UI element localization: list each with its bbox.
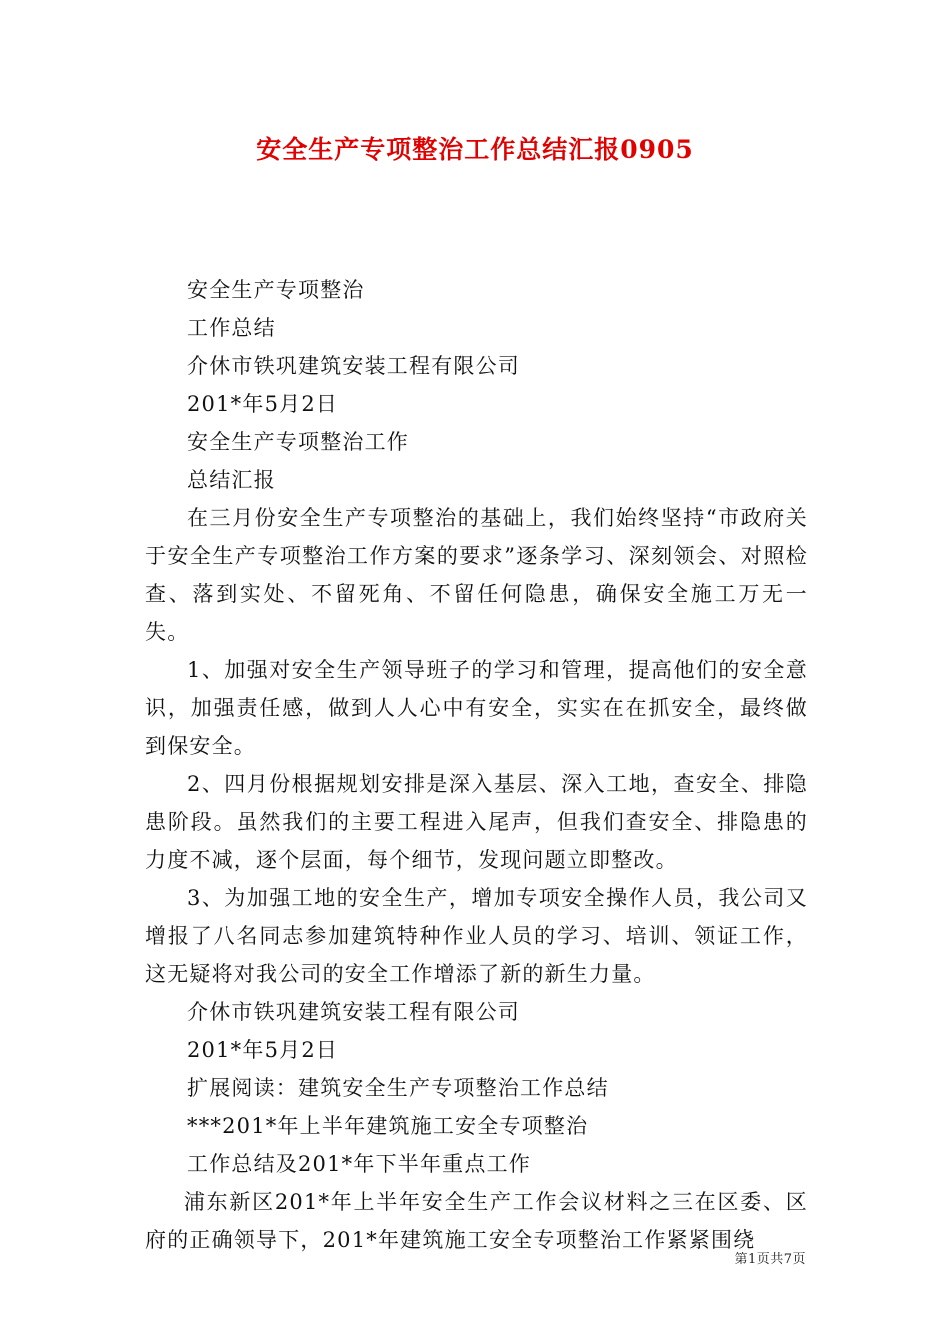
paragraph-heading-3: 安全生产专项整治工作 [187,430,409,454]
paragraph-subtitle-2: 工作总结及201*年下半年重点工作 [187,1152,531,1176]
paragraph-extended-reading: 扩展阅读：建筑安全生产专项整治工作总结 [187,1076,609,1100]
paragraph-heading-4: 总结汇报 [187,468,276,492]
paragraph-item-1: 1、加强对安全生产领导班子的学习和管理，提高他们的安全意识，加强责任感，做到人人心中有安全，实实在在抓安全，最终做到保安全。 [145,658,808,758]
paragraph-item-2: 2、四月份根据规划安排是深入基层、深入工地，查安全、排隐患阶段。虽然我们的主要工程进入尾声，但我们查安全、排隐患的力度不减，逐个层面，每个细节，发现问题立即整改。 [145,772,808,872]
paragraph-date: 201*年5月2日 [187,392,339,416]
paragraph-meeting: 浦东新区201*年上半年安全生产工作会议材料之三在区委、区府的正确领导下，201*年建筑施工安全专项整治工作紧紧围绕 [145,1190,808,1252]
paragraph-signature-company: 介休市铁巩建筑安装工程有限公司 [187,1000,520,1024]
paragraph-subtitle-1: ***201*年上半年建筑施工安全专项整治 [187,1114,589,1138]
paragraph-heading-1: 安全生产专项整治 [187,278,365,302]
paragraph-intro: 在三月份安全生产专项整治的基础上，我们始终坚持“市政府关于安全生产专项整治工作方案的要求”逐条学习、深刻领会、对照检查、落到实处、不留死角、不留任何隐患，确保安全施工万无一失。 [145,506,808,644]
paragraph-item-3: 3、为加强工地的安全生产，增加专项安全操作人员，我公司又增报了八名同志参加建筑特种作业人员的学习、培训、领证工作，这无疑将对我公司的安全工作增添了新的新生力量。 [145,886,808,986]
document-title: 安全生产专项整治工作总结汇报0905 [256,135,694,164]
page-number: 第1页共7页 [734,1252,806,1267]
paragraph-signature-date: 201*年5月2日 [187,1038,339,1062]
paragraph-heading-2: 工作总结 [187,316,276,340]
paragraph-company: 介休市铁巩建筑安装工程有限公司 [187,354,520,378]
document-body [145,271,808,1259]
